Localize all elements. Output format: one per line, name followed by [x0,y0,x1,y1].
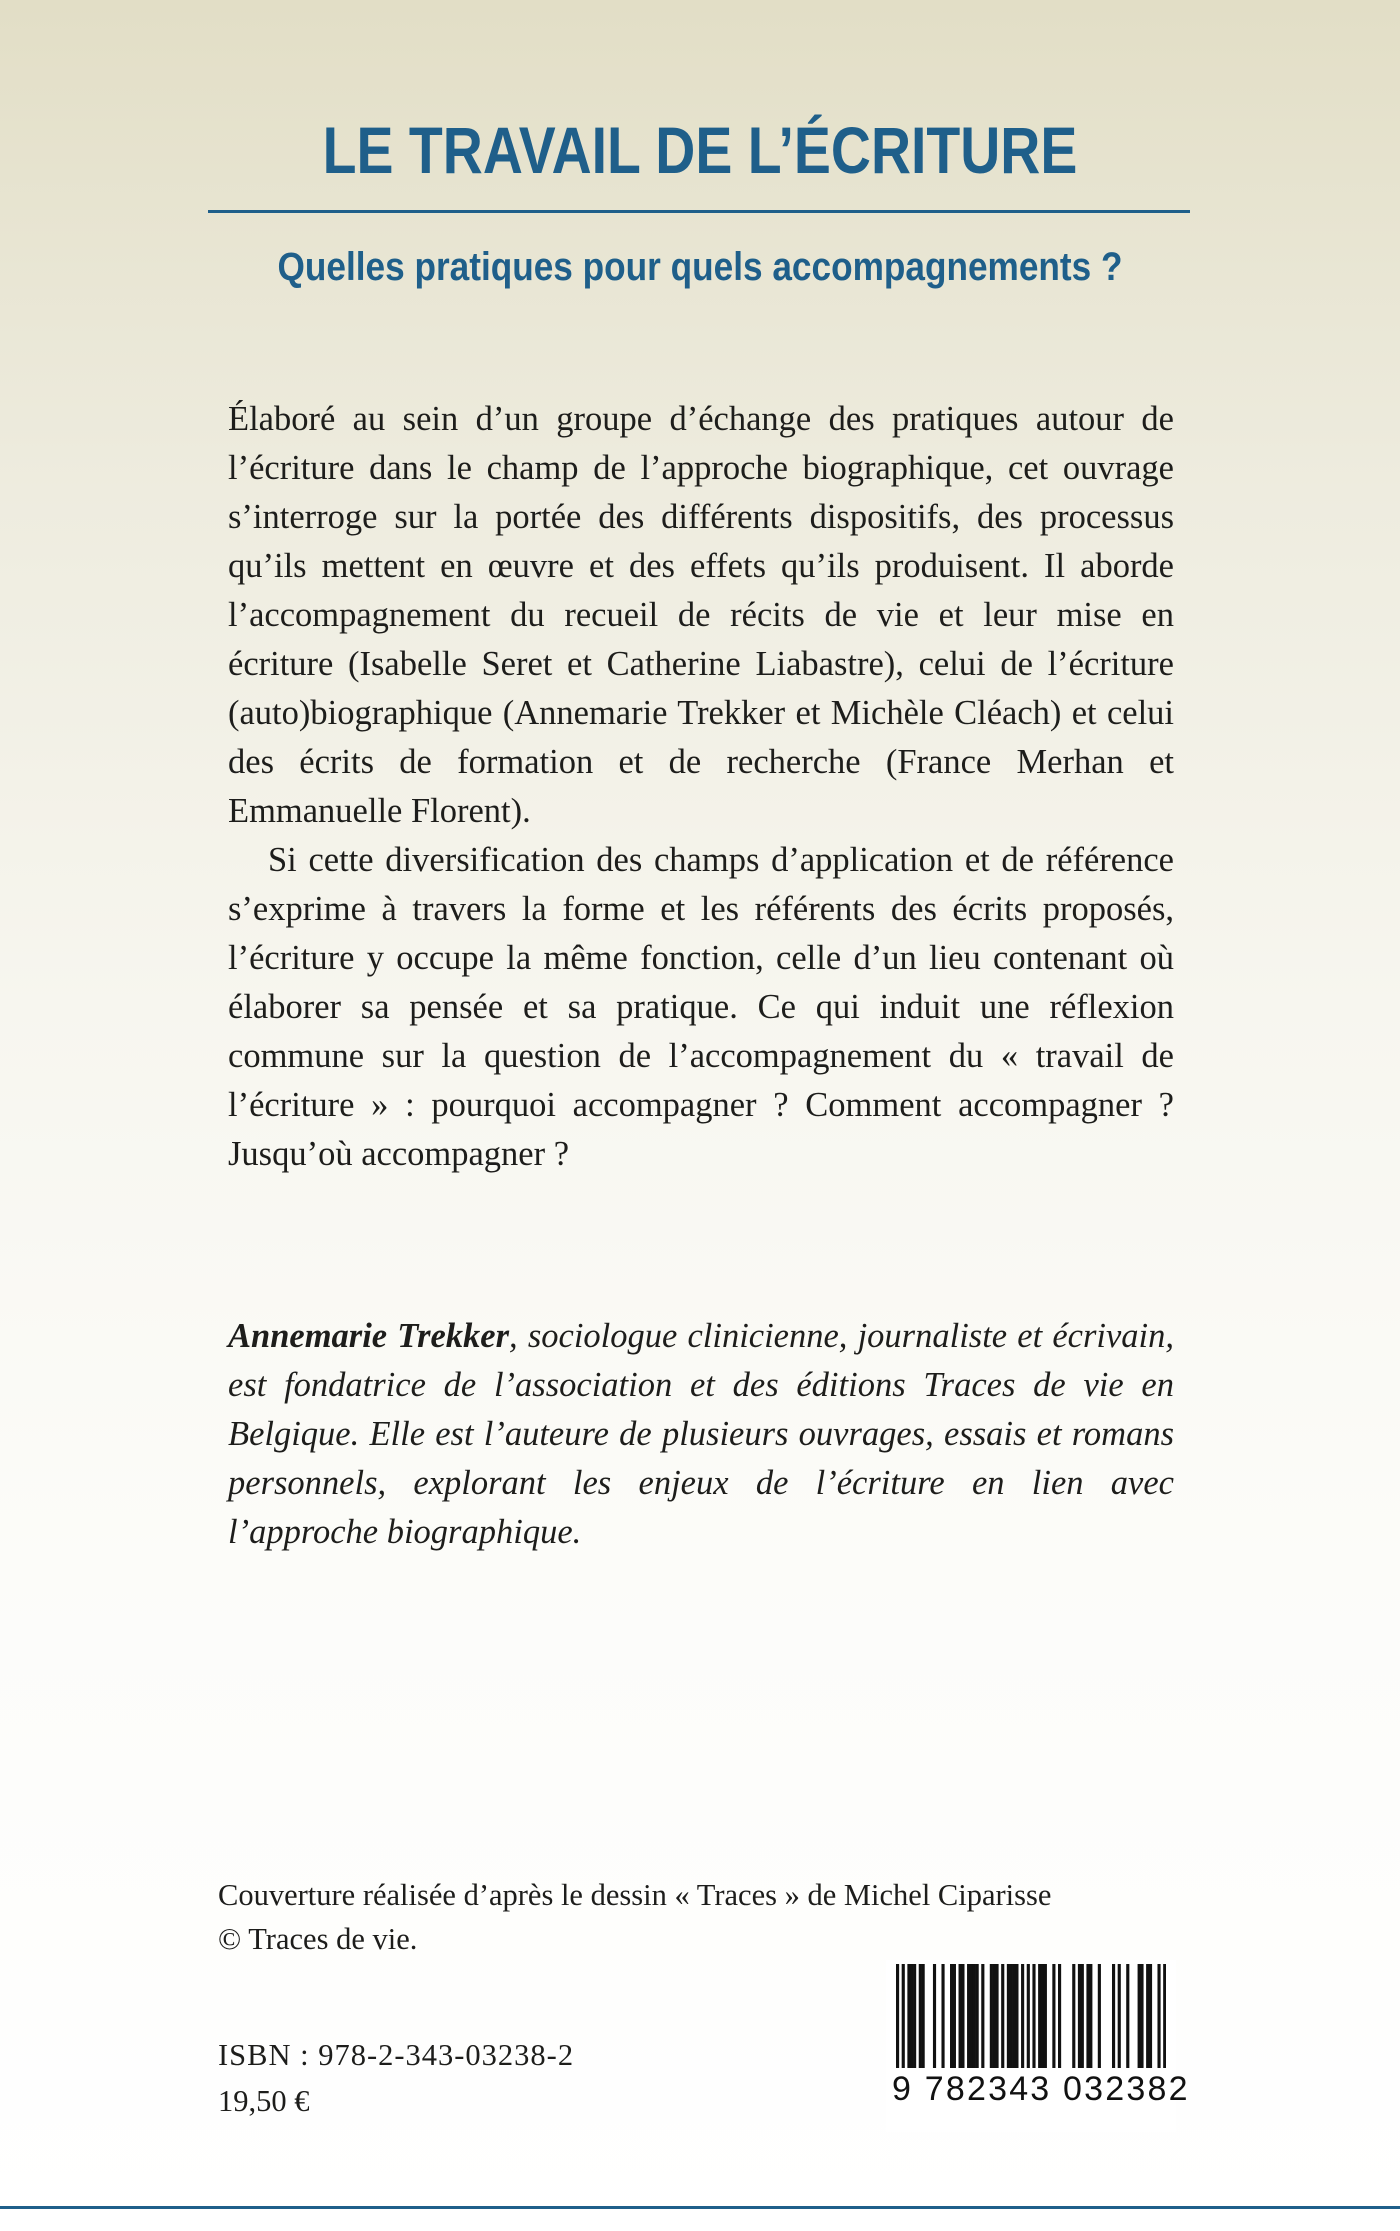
barcode-bar [961,1964,964,2068]
isbn-label: ISBN : 978-2-343-03238-2 [218,2038,575,2072]
barcode-bar [1015,1964,1018,2068]
price-label: 19,50 € [218,2084,310,2118]
blurb-paragraph-1: Élaboré au sein d’un groupe d’échange des pratiques autour de l’écriture dans le champ de l’approche biographique, cet ouvrage s’interroge sur la portée des différents dispositifs, des processus qu’ils mettent en œuvre et des effets qu’ils produisent. Il aborde l’accompagnement du recueil de récits de vie et leur mise en écriture (Isabelle Seret et Catherine Liabastre), celui de l’écriture (auto)biographique (Annemarie Trekker et Michèle Cléach) et celui des écrits de formation et de recherche (France Merhan et Emmanuelle Florent). [228,400,1174,830]
barcode-bar [967,1964,970,2068]
barcode-bar [1052,1964,1055,2068]
barcode-bar [1058,1964,1061,2068]
barcode-bar [1044,1964,1047,2068]
barcode-bar [1010,1964,1013,2068]
barcode-bar [1098,1964,1101,2068]
barcode-bar [1112,1964,1115,2068]
barcode-bar [1138,1964,1141,2068]
back-cover-blurb [228,395,1174,1179]
barcode-bar [959,1964,962,2068]
author-name: Annemarie Trekker [228,1317,510,1355]
copyright-line: © Traces de vie. [218,1922,418,1956]
barcode-bar [1027,1964,1030,2068]
barcode-bar [913,1964,916,2068]
book-subtitle: Quelles pratiques pour quels accompagnements ? [277,245,1123,289]
barcode-bar [990,1964,993,2068]
barcode-bar [953,1964,956,2068]
barcode-digits: 9 782343 032382 [892,2070,1190,2108]
barcode [886,1960,1190,2132]
barcode-bar [1001,1964,1004,2068]
barcode-bar [922,1964,925,2068]
barcode-bar [1021,1964,1024,2068]
barcode-bar [1140,1964,1143,2068]
barcode-bar [907,1964,910,2068]
barcode-bar [919,1964,922,2068]
barcode-bar [902,1964,905,2068]
barcode-bar [1038,1964,1041,2068]
bottom-divider [0,2206,1400,2209]
cover-credit-line: Couverture réalisée d’après le dessin « Traces » de Michel Ciparisse [218,1878,1052,1912]
barcode-bar [1126,1964,1129,2068]
barcode-bar [970,1964,973,2068]
barcode-bar [933,1964,936,2068]
barcode-bar [976,1964,979,2068]
barcode-bar [1078,1964,1081,2068]
blurb-paragraph-2: Si cette diversification des champs d’application et de référence s’exprime à travers la forme et les référents des écrits proposés, l’écriture y occupe la même fonction, celle d’un lieu contenant où élaborer sa pensée et sa pratique. Ce qui induit une réflexion commune sur la question de l’accompagnement du « travail de l’écriture » : pourquoi accompagner ? Comment accompagner ? Jusqu’où accompagner ? [228,841,1174,1173]
barcode-bar [1146,1964,1149,2068]
barcode-bar [1032,1964,1035,2068]
barcode-bar [1072,1964,1075,2068]
barcode-bar [1007,1964,1010,2068]
barcode-bar [896,1964,899,2068]
author-bio-text: , sociologue clinicienne, journaliste et écrivain, est fondatrice de l’association et des éditions Traces de vie en Belgique. Elle est l’auteure de plusieurs ouvrages, essais et romans personnels, explorant les enjeux de l’écriture en lien avec l’approche biographique. [228,1317,1174,1551]
barcode-bar [973,1964,976,2068]
title-divider [208,210,1190,213]
barcode-bar [1089,1964,1092,2068]
cover-credits [218,1873,1118,1961]
barcode-bar [1149,1964,1152,2068]
barcode-bar [1118,1964,1121,2068]
barcode-bar [950,1964,953,2068]
barcode-bar [1086,1964,1089,2068]
barcode-bar [993,1964,996,2068]
barcode-bars-icon [896,1964,1166,2068]
barcode-bar [1013,1964,1016,2068]
barcode-bar [981,1964,984,2068]
barcode-bar [1041,1964,1044,2068]
barcode-bar [1157,1964,1160,2068]
barcode-bar [995,1964,998,2068]
barcode-bar [1081,1964,1084,2068]
book-title: LE TRAVAIL DE L’ÉCRITURE [322,113,1078,187]
barcode-bar [1163,1964,1166,2068]
barcode-bar [910,1964,913,2068]
author-bio [228,1312,1174,1557]
barcode-bar [941,1964,944,2068]
